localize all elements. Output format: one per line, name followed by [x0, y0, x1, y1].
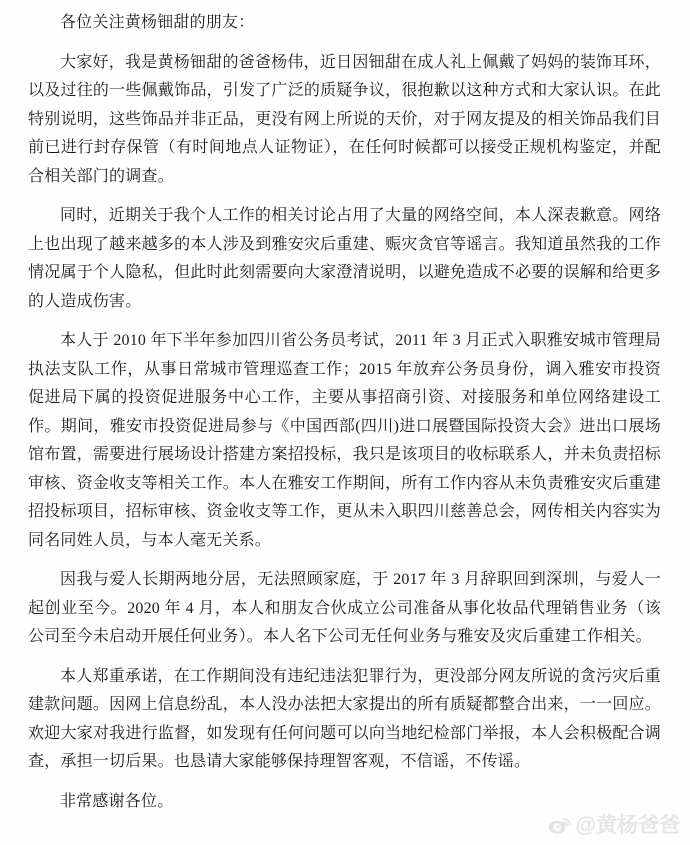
watermark-handle: @黄杨爸爸: [575, 814, 680, 837]
greeting-line: 各位关注黄杨钿甜的朋友：: [60, 14, 255, 31]
paragraph-apology: 同时，近期关于我个人工作的相关讨论占用了大量的网络空间，本人深表歉意。网络上也出现了越来越多的本人涉及到雅安灾后重建、赈灾贪官等谣言。我知道虽然我的工作情况属于个人隐私，但此时此刻需要向大家澄清说明，以避免造成不必要的误解和给更多的人造成伤害。: [28, 207, 661, 310]
paragraph-earrings: 大家好，我是黄杨钿甜的爸爸杨伟，近日因钿甜在成人礼上佩戴了妈妈的装饰耳环，以及过往的一些佩戴饰品，引发了广泛的质疑争议，很抱歉以这种方式和大家认识。在此特别说明，这些饰品并非正品，更没有网上所说的天价，对于网友提及的相关饰品我们目前已进行封存保管（有时间地点人证物证），在任何时候都可以接受正规机构鉴定，并配合相关部门的调查。: [28, 53, 661, 185]
weibo-watermark: [547, 809, 680, 839]
paragraph-resignation: 因我与爱人长期两地分居，无法照顾家庭，于 2017 年 3 月辞职回到深圳，与爱人一起创业至今。2020 年 4 月，本人和朋友合伙成立公司准备从事化妆品代理销售业务（该公司至今未启动开展任何业务）。本人名下公司无任何业务与雅安及灾后重建工作相关。: [28, 571, 661, 645]
paragraph-career-history: 本人于 2010 年下半年参加四川省公务员考试，2011 年 3 月正式入职雅安城市管理局执法支队工作，从事日常城市管理巡查工作；2015 年放弃公务员身份，调入雅安市投资促进局下属的投资促进服务中心工作，主要从事招商引资、对接服务和单位网络建设工作。期间，雅安市投资促进局参与《中国西部(四川)进口展暨国际投资大会》进出口展场馆布置，需要进行展场设计搭建方案招投标，我只是该项目的收标联系人，并未负责招标审核、资金收支等相关工作。本人在雅安工作期间，所有工作内容从未负责雅安灾后重建招投标项目，招标审核、资金收支等工作，更从未入职四川慈善总会，网传相关内容实为同名同姓人员，与本人毫无关系。: [28, 332, 661, 549]
weibo-logo-icon: [547, 811, 573, 837]
paragraph-thanks: 非常感谢各位。: [60, 792, 174, 810]
paragraph-pledge: 本人郑重承诺，在工作期间没有违纪违法犯罪行为，更没部分网友所说的贪污灾后重建款问题。因网上信息纷乱，本人没办法把大家提出的所有质疑都整合出来，一一回应。欢迎大家对我进行监督，如发现有任何问题可以向当地纪检部门举报，本人会积极配合调查，承担一切后果。也恳请大家能够保持理智客观，不信谣，不传谣。: [28, 667, 661, 770]
